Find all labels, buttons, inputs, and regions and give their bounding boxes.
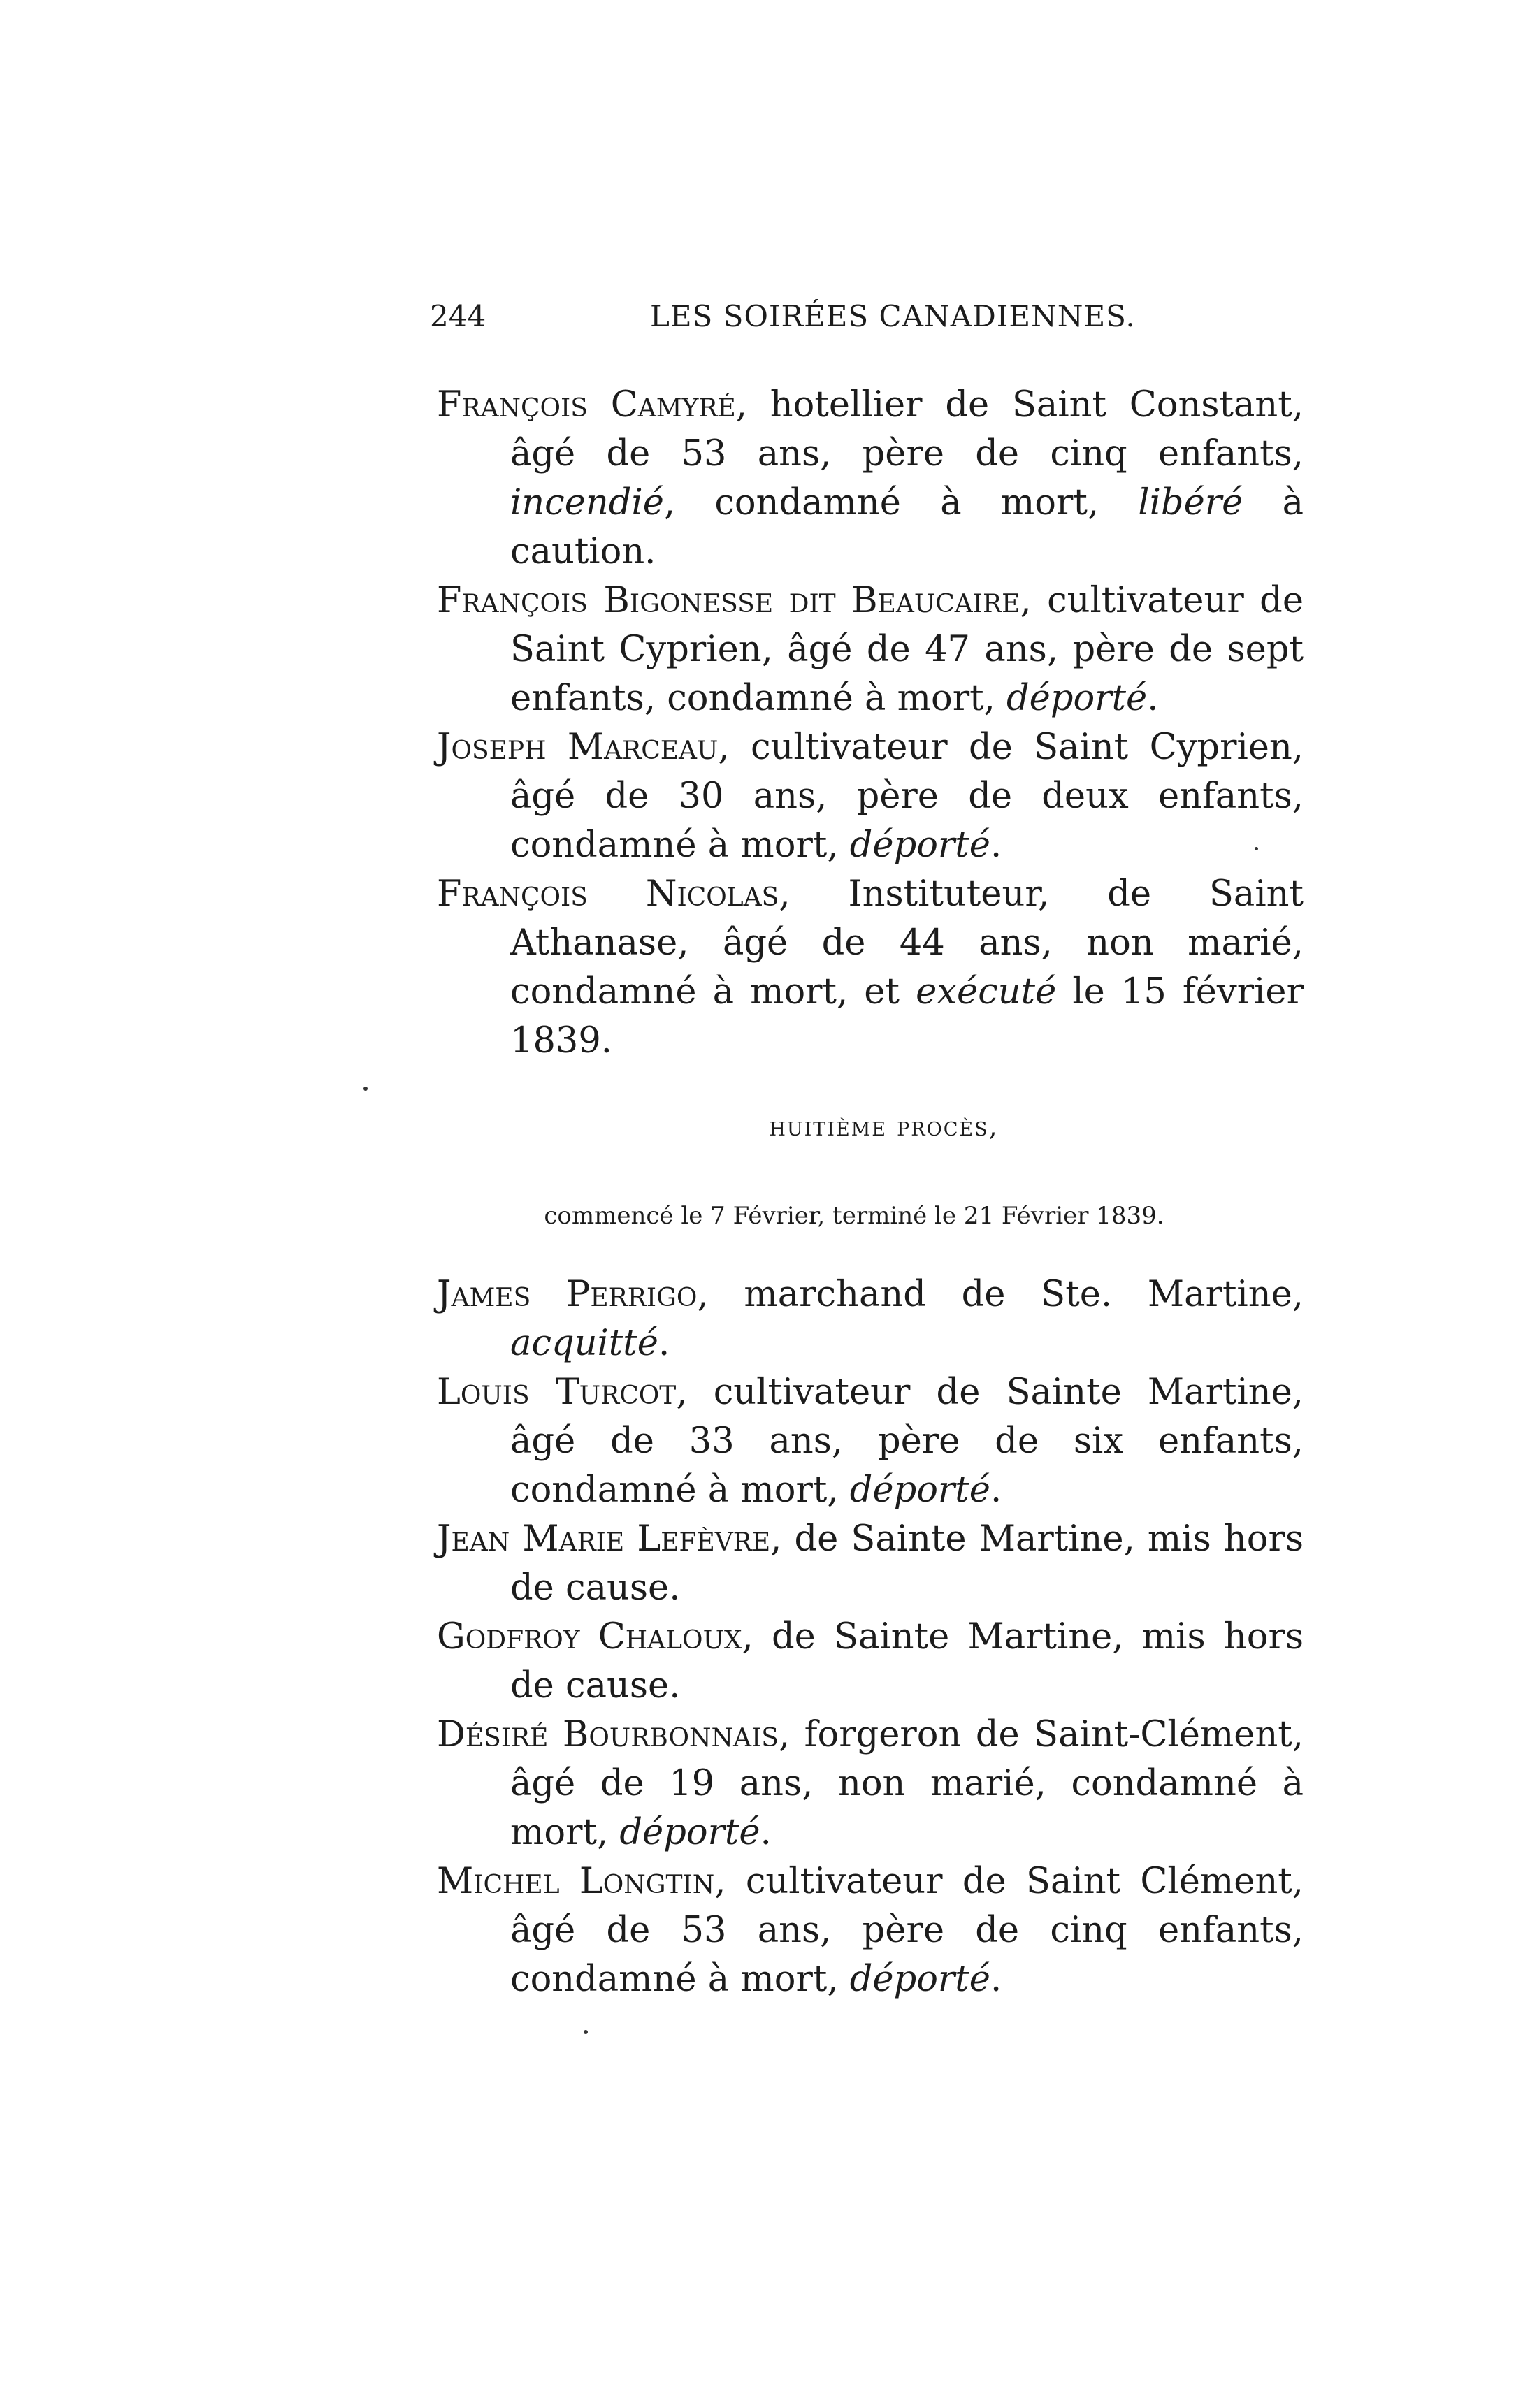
- page-number: 244: [430, 299, 486, 333]
- list-item: François Bigonesse dit Beaucaire, cultivateur de Saint Cyprien, âgé de 47 ans, père de sept enfants, condamné à mort, déporté.: [437, 580, 1304, 719]
- list-item: François Nicolas, Instituteur, de Saint Athanase, âgé de 44 ans, non marié, condamné à mort, et exécuté le 15 février 1839.: [437, 873, 1304, 1061]
- scan-speck: [363, 1087, 368, 1091]
- list-item: Jean Marie Lefèvre, de Sainte Martine, mis hors de cause.: [437, 1518, 1304, 1609]
- list-item: Joseph Marceau, cultivateur de Saint Cyprien, âgé de 30 ans, père de deux enfants, condamné à mort, déporté.: [437, 727, 1304, 866]
- entry-list-first-trial: [437, 381, 1304, 1066]
- list-item: Michel Longtin, cultivateur de Saint Clément, âgé de 53 ans, père de cinq enfants, condamné à mort, déporté.: [437, 1861, 1304, 2000]
- scan-speck: [1255, 847, 1258, 850]
- section-subtitle: commencé le 7 Février, terminé le 21 Février 1839.: [544, 1202, 1164, 1230]
- list-item: Louis Turcot, cultivateur de Sainte Martine, âgé de 33 ans, père de six enfants, condamné à mort, déporté.: [437, 1372, 1304, 1511]
- list-item: François Camyré, hotellier de Saint Constant, âgé de 53 ans, père de cinq enfants, incendié, condamné à mort, libéré à caution.: [437, 384, 1304, 572]
- list-item: Désiré Bourbonnais, forgeron de Saint-Clément, âgé de 19 ans, non marié, condamné à mort, déporté.: [437, 1714, 1304, 1853]
- list-item: James Perrigo, marchand de Ste. Martine, acquitté.: [437, 1274, 1304, 1364]
- page-header: [430, 299, 1136, 341]
- list-item: Godfroy Chaloux, de Sainte Martine, mis hors de cause.: [437, 1616, 1304, 1706]
- scan-speck: [584, 2030, 588, 2034]
- section-title: huitième procès,: [769, 1111, 999, 1142]
- entry-list-eighth-trial: [437, 1270, 1304, 2004]
- running-title: LES SOIRÉES CANADIENNES.: [650, 299, 1136, 333]
